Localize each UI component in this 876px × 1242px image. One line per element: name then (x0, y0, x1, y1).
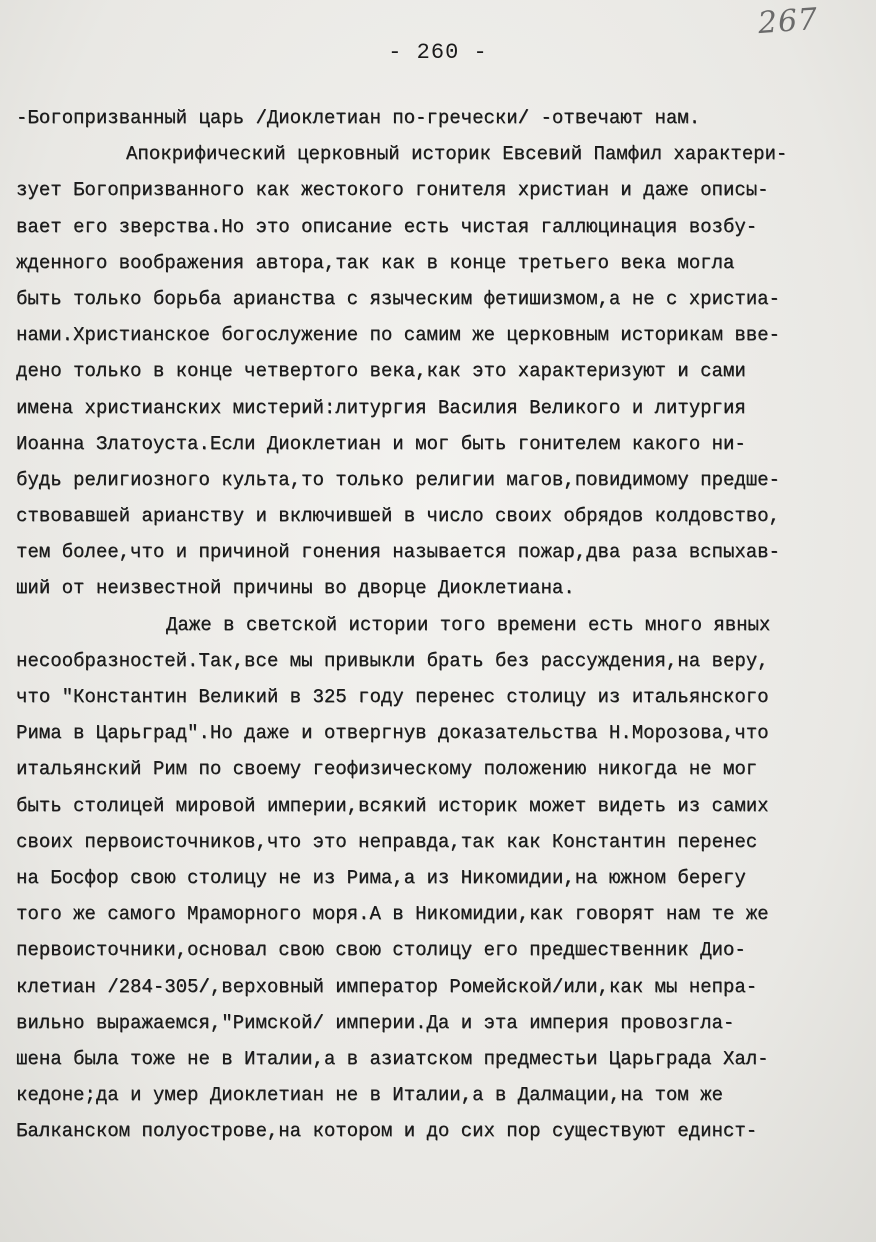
text-line: быть столицей мировой империи,всякий историк может видеть из самих (16, 794, 769, 817)
text-line: того же самого Мраморного моря.А в Никомидии,как говорят нам те же (16, 903, 769, 926)
text-line: клетиан /284-305/,верховный император Ромейской/или,как мы непра- (16, 975, 758, 998)
text-line: тем более,что и причиной гонения называется пожар,два раза вспыхав- (16, 541, 780, 564)
text-line: имена христианских мистерий:литургия Василия Великого и литургия (16, 396, 746, 419)
archive-page-number: 267 (756, 1, 820, 42)
text-line: несообразностей.Так,все мы привыкли брать без рассуждения,на веру, (16, 649, 769, 672)
text-line: жденного воображения автора,так как в конце третьего века могла (16, 251, 735, 274)
text-line: итальянский Рим по своему геофизическому положению никогда не мог (16, 758, 758, 781)
text-line: Балканском полуострове,на котором и до сих пор существуют единст- (16, 1120, 758, 1143)
text-line: что "Константин Великий в 325 году перенес столицу из итальянского (16, 686, 769, 708)
text-body (16, 100, 868, 1149)
text-line: вильно выражаемся,"Римской/ империи.Да и эта империя провозгла- (16, 1011, 735, 1034)
text-line: Иоанна Златоуста.Если Диоклетиан и мог быть гонителем какого ни- (16, 432, 746, 455)
text-line: зует Богопризванного как жестокого гонителя христиан и даже описы- (16, 179, 769, 202)
text-line: своих первоисточников,что это неправда,так как Константин перенес (16, 830, 758, 853)
text-line: на Босфор свою столицу не из Рима,а из Никомидии,на южном берегу (16, 866, 746, 889)
text-line: Апокрифический церковный историк Евсевий Памфил характери- (126, 143, 788, 166)
text-line: нами.Христианское богослужение по самим же церковным историкам вве- (16, 324, 780, 347)
text-line: быть только борьба арианства с языческим фетишизмом,а не с христиа- (16, 287, 780, 310)
page-number: - 260 - (388, 40, 488, 65)
text-line: ствовавшей арианству и включившей в число своих обрядов колдовство, (16, 505, 780, 528)
text-line: дено только в конце четвертого века,как это характеризуют и сами (16, 360, 746, 383)
text-line: вает его зверства.Но это описание есть чистая галлюцинация возбу- (16, 215, 758, 238)
text-line: -Богопризванный царь /Диоклетиан по-гречески/ -отвечают нам. (16, 107, 701, 129)
text-line: будь религиозного культа,то только религии магов,повидимому предше- (16, 468, 780, 491)
text-line: шена была тоже не в Италии,а в азиатском предместьи Царьграда Хал- (16, 1047, 769, 1070)
text-line: ший от неизвестной причины во дворце Диоклетиана. (16, 577, 575, 600)
text-line: кедоне;да и умер Диоклетиан не в Италии,а в Далмации,на том же (16, 1084, 723, 1107)
text-line: Даже в светской истории того времени есть много явных (166, 613, 771, 636)
text-line: первоисточники,основал свою свою столицу его предшественник Дио- (16, 939, 746, 962)
text-line: Рима в Царьград".Но даже и отвергнув доказательства Н.Морозова,что (16, 722, 769, 745)
